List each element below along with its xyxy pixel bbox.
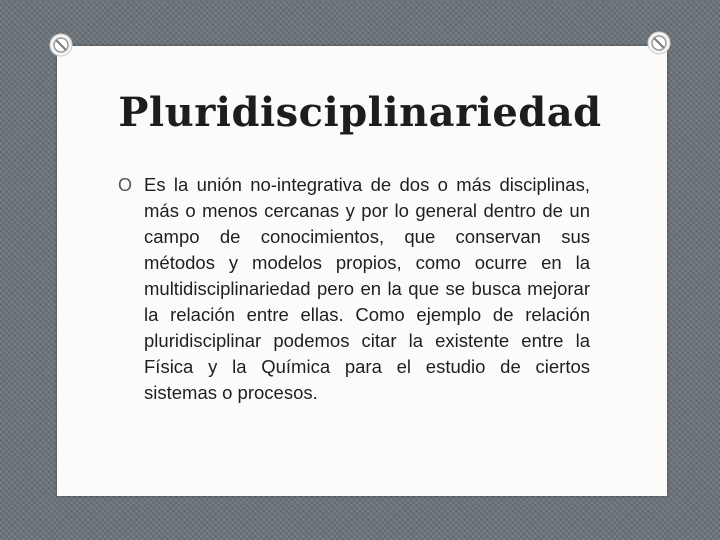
bullet-marker: O [118,175,133,195]
bullet-text: Es la unión no-integrativa de dos o más disciplinas, más o menos cercanas y por lo general dentro de un campo de conocimientos, que conservan sus métodos y modelos propios, como ocurre en la multidisciplinariedad pero en la que se busca mejorar la relación entre ellas. Como ejemplo de relación pluridisciplinar podemos citar la existente entre la Física y la Química para el estudio de ciertos sistemas o procesos. [144,174,590,403]
bullet-item [118,172,590,406]
slide-title: Pluridisciplinariedad [118,89,602,136]
pin-icon [48,32,74,58]
pin-icon [646,30,672,56]
